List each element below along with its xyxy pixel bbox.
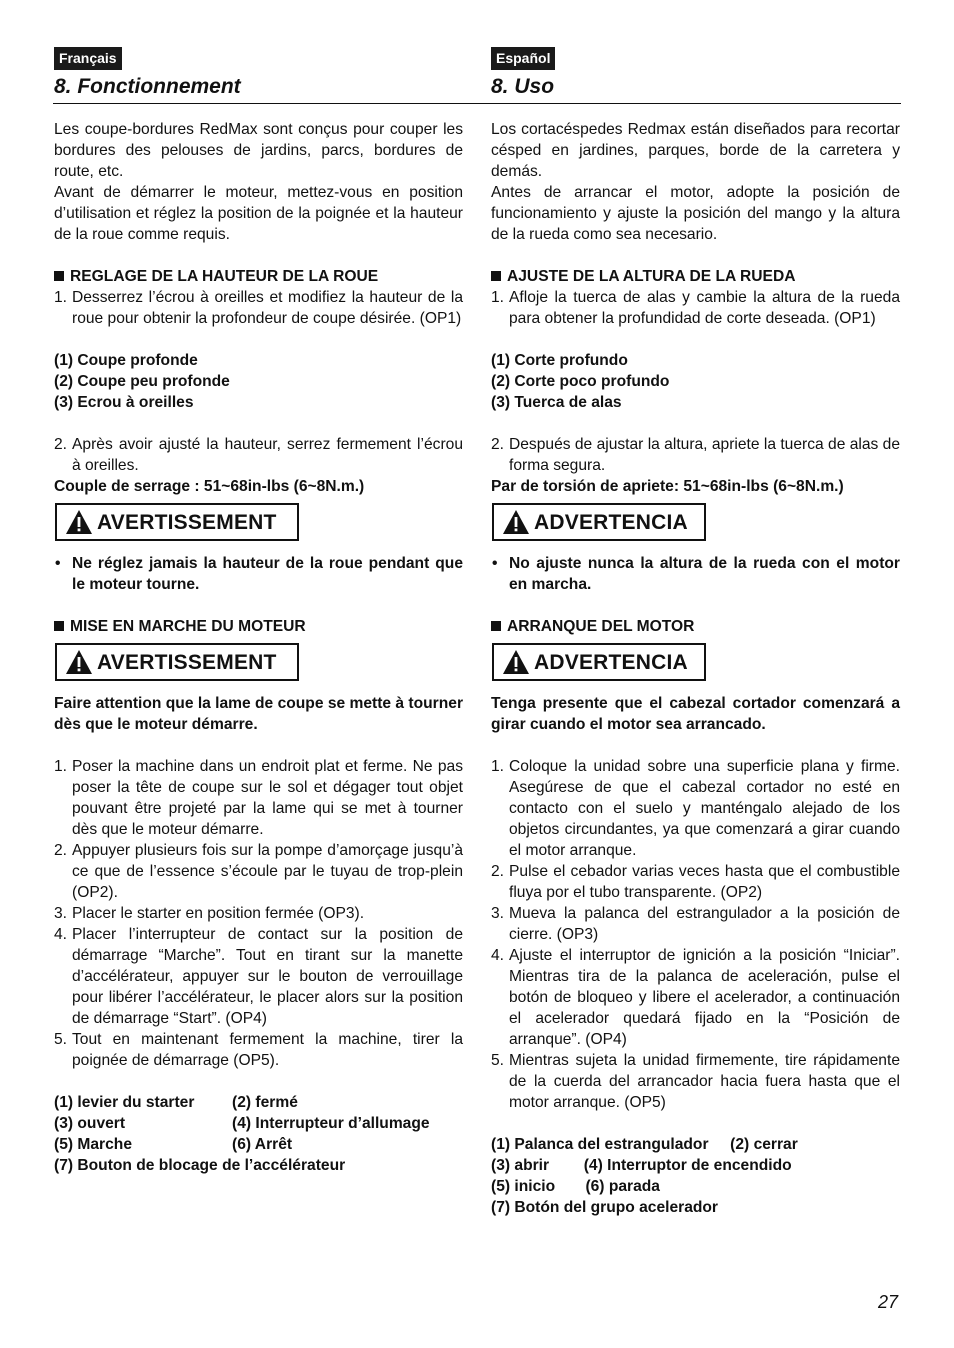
warning-box-1 — [55, 503, 299, 541]
torque-spec: Par de torsión de apriete: 51~68in-lbs (6~8N.m.) — [491, 478, 844, 495]
warning-label: ADVERTENCIA — [534, 510, 688, 534]
warning-box-2 — [492, 643, 706, 681]
warning-triangle-icon — [502, 509, 530, 535]
warning-triangle-icon — [65, 649, 93, 675]
legend-row: (1) levier du starter (2) fermé — [54, 1094, 298, 1111]
legend-row: (5) inicio (6) parada — [491, 1178, 660, 1195]
warning-bullet-1: • Ne réglez jamais la hauteur de la roue pendant que le moteur tourne. — [55, 555, 463, 593]
wheel-legend-3: (3) Ecrou à oreilles — [54, 394, 194, 411]
warning-text-2: Tenga presente que el cabezal cortador comenzará a girar cuando el motor sea arrancado. — [491, 695, 900, 733]
legend-row-last: (7) Bouton de blocage de l’accélérateur — [54, 1157, 346, 1174]
start-step-5: 5. Tout en maintenant fermement la machine, tirer la poignée de démarrage (OP5). — [54, 1031, 463, 1069]
warning-triangle-icon — [502, 649, 530, 675]
wheel-step-1: 1. Afloje la tuerca de alas y cambie la altura de la rueda para obtener la profundidad de corte deseada. (OP1) — [491, 289, 900, 327]
language-tag-spanish: Español — [491, 47, 555, 70]
start-step-1: 1. Coloque la unidad sobre una superficie plana y firme. Asegúrese de que el cabezal cortador no esté en contacto con el suelo y manténgalo alejado de los objetos circundantes, ya que comenzará a girar cuando el motor arranque. — [491, 758, 900, 859]
column-french — [54, 47, 463, 1176]
wheel-legend-2: (2) Coupe peu profonde — [54, 373, 230, 390]
start-step-5: 5. Mientras sujeta la unidad firmemente, tire rápidamente de la cuerda del arrancador hacia fuera hasta que el motor arranque. (OP5) — [491, 1052, 900, 1111]
wheel-legend-3: (3) Tuerca de alas — [491, 394, 622, 411]
intro-paragraph-1: Les coupe-bordures RedMax sont conçus pour couper les bordures des pelouses de jardins, parcs, bordures de route, etc. — [54, 121, 463, 180]
intro-paragraph-2: Antes de arrancar el motor, adopte la posición de funcionamiento y ajuste la posición del mango y la altura de la rueda como sea necesario. — [491, 184, 900, 243]
header-rule — [53, 103, 901, 104]
square-bullet-icon — [491, 621, 501, 631]
section-title-french: 8. Fonctionnement — [54, 75, 241, 98]
intro-paragraph-1: Los cortacéspedes Redmax están diseñados para recortar césped en jardines, parques, borde de la carretera y demás. — [491, 121, 900, 180]
column-spanish — [491, 47, 900, 1218]
start-step-4: 4. Ajuste el interruptor de ignición a la posición “Iniciar”. Mientras tira de la palanca de aceleración, pulse el botón de bloqueo y libere el acelerador, a continuación el acelerador quedará fijado en la “Posición de arranque”. (OP4) — [491, 947, 900, 1048]
legend-row: (3) ouvert (4) Interrupteur d’allumage — [54, 1115, 430, 1132]
legend-row: (3) abrir (4) Interruptor de encendido — [491, 1157, 792, 1174]
legend-row: (5) Marche (6) Arrêt — [54, 1136, 293, 1153]
engine-start-heading: ARRANQUE DEL MOTOR — [491, 616, 900, 637]
wheel-legend-1: (1) Corte profundo — [491, 352, 628, 369]
intro-paragraph-2: Avant de démarrer le moteur, mettez-vous en position d’utilisation et réglez la position de la poignée et la hauteur de la roue comme requis. — [54, 184, 463, 243]
page-number: 27 — [878, 1292, 899, 1312]
legend-row: (1) Palanca del estrangulador (2) cerrar — [491, 1136, 798, 1153]
section-title-spanish: 8. Uso — [491, 75, 555, 98]
start-step-4: 4. Placer l’interrupteur de contact sur la position de démarrage “Marche”. Tout en tirant sur la manette d’accélérateur, appuyer sur le bouton de verrouillage pour libérer l’accélérateur, le placer alors sur la position de démarrage “Start”. (OP4) — [54, 926, 463, 1027]
wheel-step-2: 2. Après avoir ajusté la hauteur, serrez fermement l’écrou à oreilles. — [54, 436, 463, 474]
wheel-legend-1: (1) Coupe profonde — [54, 352, 198, 369]
warning-triangle-icon — [65, 509, 93, 535]
square-bullet-icon — [54, 271, 64, 281]
warning-box-1 — [492, 503, 706, 541]
wheel-step-2: 2. Después de ajustar la altura, apriete la tuerca de alas de forma segura. — [491, 436, 900, 474]
wheel-height-heading: REGLAGE DE LA HAUTEUR DE LA ROUE — [54, 266, 463, 287]
warning-label: AVERTISSEMENT — [97, 510, 277, 534]
warning-label: AVERTISSEMENT — [97, 650, 277, 674]
legend-row-last: (7) Botón del grupo acelerador — [491, 1199, 719, 1216]
warning-label: ADVERTENCIA — [534, 650, 688, 674]
square-bullet-icon — [54, 621, 64, 631]
warning-text-2: Faire attention que la lame de coupe se mette à tourner dès que le moteur démarre. — [54, 695, 464, 733]
square-bullet-icon — [491, 271, 501, 281]
start-step-1: 1. Poser la machine dans un endroit plat et ferme. Ne pas poser la tête de coupe sur le sol et dégager tout objet pouvant être projeté par la lame qui se met à tourner dès que le moteur démarre. — [54, 758, 463, 838]
torque-spec: Couple de serrage : 51~68in-lbs (6~8N.m.) — [54, 478, 365, 495]
wheel-height-heading: AJUSTE DE LA ALTURA DE LA RUEDA — [491, 266, 900, 287]
start-step-3: 3. Placer le starter en position fermée (OP3). — [54, 905, 365, 922]
start-step-2: 2. Pulse el cebador varias veces hasta que el combustible fluya por el tubo transparente. (OP2) — [491, 863, 900, 901]
warning-bullet-1: • No ajuste nunca la altura de la rueda con el motor en marcha. — [492, 555, 900, 593]
start-step-3: 3. Mueva la palanca del estrangulador a la posición de cierre. (OP3) — [491, 905, 900, 943]
wheel-step-1: 1. Desserrez l’écrou à oreilles et modifiez la hauteur de la roue pour obtenir la profondeur de coupe désirée. (OP1) — [54, 289, 463, 327]
language-tag-french: Français — [54, 47, 122, 70]
engine-start-heading: MISE EN MARCHE DU MOTEUR — [54, 616, 463, 637]
wheel-legend-2: (2) Corte poco profundo — [491, 373, 670, 390]
warning-box-2 — [55, 643, 299, 681]
start-step-2: 2. Appuyer plusieurs fois sur la pompe d’amorçage jusqu’à ce que de l’essence s’écoule par le tuyau de trop-plein (OP2). — [54, 842, 463, 901]
